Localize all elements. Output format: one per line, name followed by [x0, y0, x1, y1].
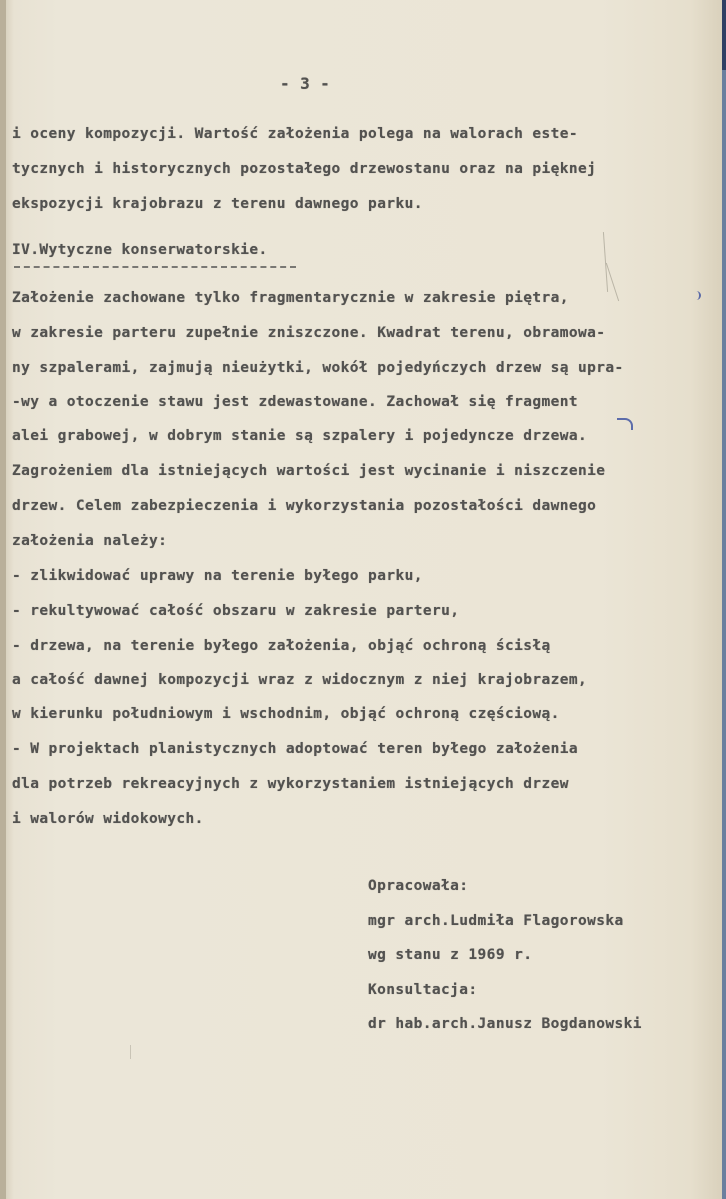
section-heading: IV.Wytyczne konserwatorskie.	[12, 242, 268, 258]
body-line: -wy a otoczenie stawu jest zdewastowane. Zachował się fragment	[12, 394, 579, 410]
ink-correction-mark	[617, 418, 633, 430]
page-number: - 3 -	[280, 74, 331, 93]
body-line: Założenie zachowane tylko fragmentarycznie w zakresie piętra,	[12, 290, 569, 306]
signature-line: dr hab.arch.Janusz Bogdanowski	[368, 1016, 642, 1032]
intro-line: i oceny kompozycji. Wartość założenia polega na walorach este-	[12, 126, 579, 142]
pencil-mark	[606, 263, 619, 301]
list-line: - drzewa, na terenie byłego założenia, objąć ochroną ścisłą	[12, 638, 551, 654]
signature-line: wg stanu z 1969 r.	[368, 947, 533, 963]
body-line: w zakresie parteru zupełnie zniszczone. Kwadrat terenu, obramowa-	[12, 325, 606, 341]
list-line: a całość dawnej kompozycji wraz z widocznym z niej krajobrazem,	[12, 672, 588, 688]
list-line: - W projektach planistycznych adoptować teren byłego założenia	[12, 741, 579, 757]
section-heading-underline	[14, 266, 296, 268]
list-line: w kierunku południowym i wschodnim, objąć ochroną częściową.	[12, 706, 560, 722]
page-right-strip-top	[722, 0, 726, 70]
intro-line: tycznych i historycznych pozostałego drzewostanu oraz na pięknej	[12, 161, 597, 177]
body-line: założenia należy:	[12, 533, 168, 549]
body-line: Zagrożeniem dla istniejących wartości jest wycinanie i niszczenie	[12, 463, 606, 479]
body-line: ny szpalerami, zajmują nieużytki, wokół pojedyńczych drzew są upra-	[12, 360, 624, 376]
list-line: dla potrzeb rekreacyjnych z wykorzystaniem istniejących drzew	[12, 776, 569, 792]
body-line: drzew. Celem zabezpieczenia i wykorzystania pozostałości dawnego	[12, 498, 597, 514]
body-line: alei grabowej, w dobrym stanie są szpalery i pojedyncze drzewa.	[12, 428, 588, 444]
page-left-edge	[0, 0, 6, 1199]
signature-line: Konsultacja:	[368, 982, 478, 998]
signature-line: mgr arch.Ludmiła Flagorowska	[368, 913, 624, 929]
list-line: - zlikwidować uprawy na terenie byłego parku,	[12, 568, 423, 584]
list-line: i walorów widokowych.	[12, 811, 204, 827]
intro-line: ekspozycji krajobrazu z terenu dawnego parku.	[12, 196, 423, 212]
list-line: - rekultywować całość obszaru w zakresie parteru,	[12, 603, 460, 619]
pencil-mark	[130, 1045, 131, 1059]
signature-line: Opracowała:	[368, 878, 469, 894]
page-right-strip	[722, 0, 726, 1199]
ink-correction-mark	[693, 291, 701, 300]
